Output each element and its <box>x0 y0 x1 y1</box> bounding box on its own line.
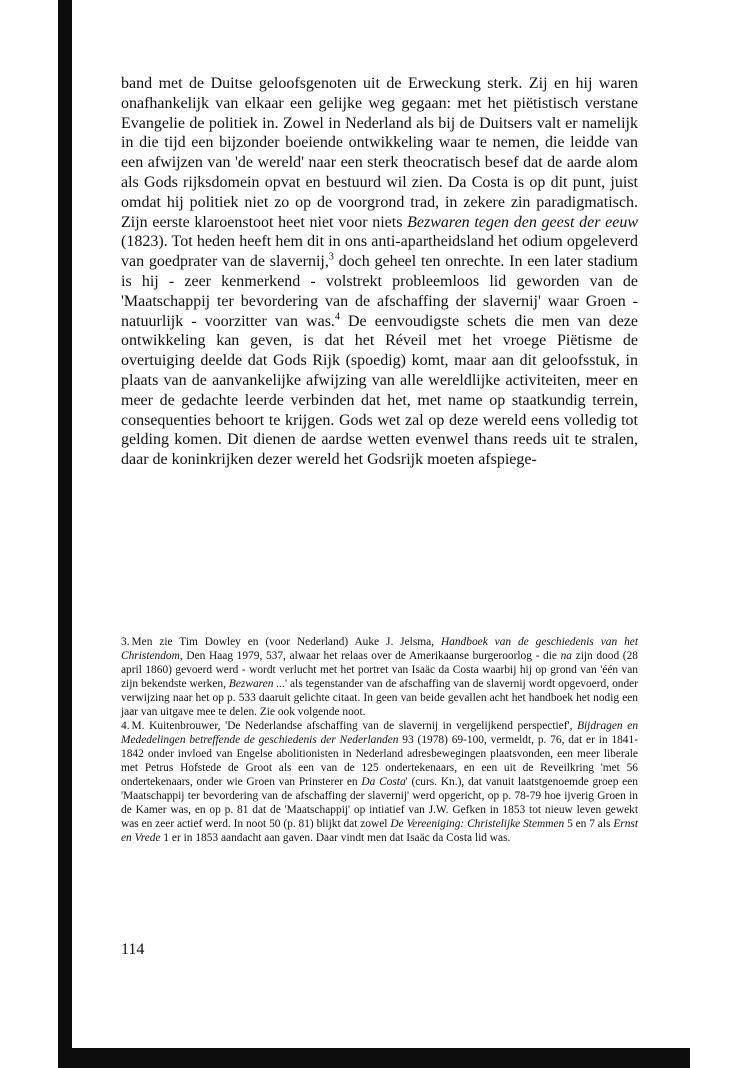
footnote-ref-3[interactable]: 3 <box>328 251 334 263</box>
italic-title: Bezwaren tegen den geest der eeuw <box>407 213 638 231</box>
footnote-number: 4. <box>121 720 130 732</box>
footnote-text: zijn dood (28 april 1860) gevoerd werd - wordt verlucht met het portret van Isaäc da Costa waarbij hij op grond van 'één van zijn bekendste werken, <box>121 650 638 690</box>
footnote-italic: na <box>560 650 572 662</box>
footnote-text: 93 (1978) 69-100, vermeldt, p. 76, dat er in 1841-1842 onder invloed van Engelse abolitionisten in Nederland adresbewegingen plaatsvonden, een meer liberale met Petrus Hofstede de Groot als een van de 125 ondertekenaars, en een uit de Reveilkring 'met 56 ondertekenaars, onder wie Groen van Prinsterer en <box>121 734 638 788</box>
footnote-number: 3. <box>121 636 130 648</box>
footnote-italic: De Vereeniging: Christelijke Stemmen <box>390 818 565 830</box>
footnote-text: 1 er in 1853 aandacht aan gaven. Daar vindt men dat Isaäc da Costa lid was. <box>160 832 511 844</box>
body-text-segment: (1823). Tot heden heeft hem dit in ons anti-apartheidsland het odium opgeleverd van goedprater van de slavernij, <box>121 233 638 271</box>
body-text-segment: De eenvoudigste schets die men van deze ontwikkeling kan geven, is dat het Réveil met het vroege Piëtisme de overtuiging deelde dat Gods Rijk (spoedig) komt, maar aan dit geloofsstuk, in plaats van de aanvankelijke afwijzing van alle wereldlijke activiteiten, meer en meer de gedachte leerde verbinden dat het, met name op staatkundig terrein, consequenties behoort te krijgen. Gods wet zal op deze wereld eens volledig tot gelding komen. Dit dienen de aardse wetten evenwel thans reeds uit te stralen, daar de koninkrijken dezer wereld het Godsrijk moeten afspiege- <box>121 312 638 469</box>
body-paragraph <box>121 74 638 470</box>
footnote-italic: Ernst en Vrede <box>121 818 638 844</box>
footnote-ref-4[interactable]: 4 <box>334 311 340 323</box>
scan-border-bottom <box>58 1048 690 1068</box>
footnote-text: Men zie Tim Dowley en (voor Nederland) Auke J. Jelsma, <box>131 636 441 648</box>
footnotes-section <box>121 635 638 845</box>
footnote-italic: Bijdragen en Mededelingen betreffende de geschiedenis der Nederlanden <box>121 720 639 746</box>
footnote-text: , Den Haag 1979, 537, alwaar het relaas over de Amerikaanse burgeroorlog - die <box>179 650 561 662</box>
footnote-italic: Da Costa <box>361 776 406 788</box>
body-text-segment: band met de Duitse geloofsgenoten uit de Erweckung sterk. Zij en hij waren onafhankelijk van elkaar een gelijke weg gegaan: met het piëtistisch verstane Evangelie de politiek in. Zowel in Nederland als bij de Duitsers valt er namelijk in die tijd een bijzonder boeiende ontwikkeling waar te nemen, die leidde van een afwijzen van 'de wereld' naar een sterk theocratisch besef dat de aarde alom als Gods rijksdomein opvat en bestuurd wil zien. Da Costa is op dit punt, juist omdat hij politiek niet zo op de voorgrond trad, in zekere zin paradigmatisch. Zijn eerste klaroenstoot heet niet voor niets <box>121 75 638 231</box>
footnote-4 <box>121 719 638 845</box>
footnote-text: ' (curs. Kn.), dat vanuit laatstgenoemde groep een 'Maatschappij ter bevordering van de afschaffing der slavernij' werd opgericht, op p. 78-79 hoe ijverig Groen in de Kamer was, en op p. 81 dat de 'Maatschappij' op intiatief van J.W. Gefken in 1853 tot nieuw leven gewekt was en zeer actief werd. In noot 50 (p. 81) blijkt dat zowel <box>121 776 638 830</box>
page-number: 114 <box>121 941 145 958</box>
footnote-text: M. Kuitenbrouwer, 'De Nederlandse afschaffing van de slavernij in vergelijkend perspectief', <box>131 720 578 732</box>
footnote-italic: Handboek van de geschiedenis van het Christendom <box>121 636 638 662</box>
footnote-3 <box>121 635 638 719</box>
body-text-segment: doch geheel ten onrechte. In een later stadium is hij - zeer kenmerkend - volstrekt probleemloos lid geworden van de 'Maatschappij ter bevordering van de afschaffing der slavernij' waar Groen - natuurlijk - voorzitter van was. <box>121 253 638 330</box>
footnote-text: ' als tegenstander van de afschaffing van de slavernij wordt opgevoerd, onder verwijzing naar het op p. 533 daaruit gelichte citaat. In geen van beide gevallen acht het handboek het nodig een jaar van uitgave mee te delen. Zie ook volgende noot. <box>121 678 639 718</box>
footnote-text: 5 en 7 als <box>564 818 614 830</box>
scan-border-left <box>58 0 72 1068</box>
footnote-italic: Bezwaren ... <box>228 678 285 690</box>
